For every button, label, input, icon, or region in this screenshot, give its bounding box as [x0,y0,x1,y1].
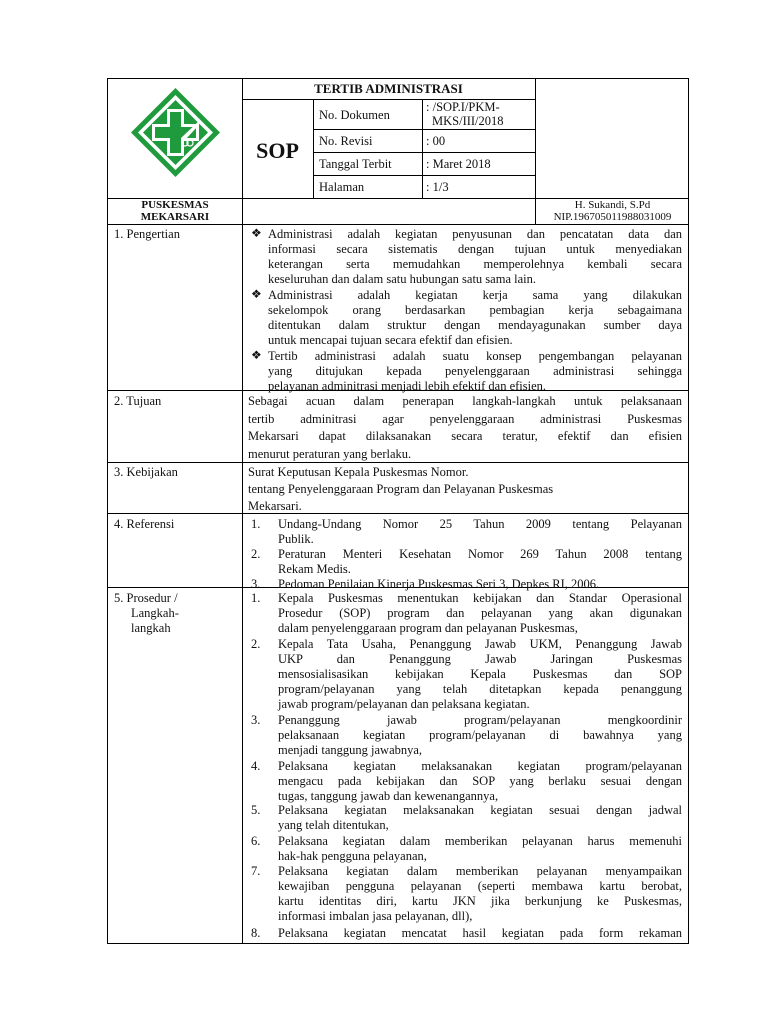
org-row-divider [108,224,689,225]
bullet-diamond-icon: ❖ [251,287,262,301]
prosedur-number: 4. [251,759,261,773]
section-label-prosedur: 5. Prosedur / [114,591,178,605]
prosedur-number: 2. [251,637,261,651]
prosedur-item-6: Pelaksana kegiatan dalam memberikan pelayanan harus memenuhi hak-hak pengguna pelayanan, [278,834,682,863]
field-value-no-dokumen-cont: MKS/III/2018 [432,114,504,128]
field-value-halaman: : 1/3 [426,180,449,194]
kebijakan-line-3: Mekarsari. [248,499,302,513]
section-label-prosedur-3: langkah [131,621,171,635]
pengertian-bullet-1: Administrasi adalah kegiatan penyusunan dan pencatatan data dan informasi secara sistematis dengan tujuan untuk menyediakan keterangan serta memudahkan memperolehnya kembali secara keseluruhan dan dalam satu hubungan satu sama lain. [268,227,682,286]
signer-nip: NIP.196705011988031009 [553,211,672,223]
body-vline [242,224,243,944]
field-label-halaman: Halaman [319,180,365,194]
field-value-no-revisi: : 00 [426,134,446,148]
referensi-number: 2. [251,547,261,561]
bullet-diamond-icon: ❖ [251,226,262,240]
prosedur-item-5: Pelaksana kegiatan melaksanakan kegiatan sesuai dengan jadwal yang telah ditentukan, [278,803,682,832]
field-value-no-dokumen: : /SOP.I/PKM- [426,100,500,114]
header-vline [313,99,314,198]
field-value-tanggal-terbit: : Maret 2018 [426,157,491,171]
pengertian-bullet-3: Tertib administrasi adalah suatu konsep pengembangan pelayanan yang ditujukan kepada penyelenggaraan administrasi sehingga pelayanan adminitrasi menjadi lebih efektif dan efisien. [268,349,682,393]
prosedur-number: 1. [251,591,261,605]
prosedur-item-8: Pelaksana kegiatan mencatat hasil kegiatan pada form rekaman [278,926,682,940]
field-label-no-revisi: No. Revisi [319,134,373,148]
org-name-line1: PUSKESMAS [141,199,209,211]
document-title: TERTIB ADMINISTRASI [314,81,463,96]
prosedur-item-3: Penanggung jawab program/pelayanan mengkoordinir pelaksanaan kegiatan program/pelayanan di bawahnya yang menjadi tanggung jawabnya, [278,713,682,757]
pengertian-bullet-2: Administrasi adalah kegiatan kerja sama yang dilakukan sekelompok orang berdasarkan pembagian kerja sebagaimana ditentukan dalam struktur dengan mendayagunakan sumber daya untuk mencapai tujuan secara efektif dan efisien. [268,288,682,347]
section-label-referensi: 4. Referensi [114,517,175,531]
bullet-diamond-icon: ❖ [251,348,262,362]
tujuan-text: Sebagai acuan dalam penerapan langkah-langkah untuk pelaksanaan tertib adminitrasi agar penyelenggaraan administrasi Puskesmas Mekarsari dapat dilaksanakan secara teratur, efektif dan efisien menurut peraturan yang berlaku. [248,394,682,461]
field-label-tanggal-terbit: Tanggal Terbit [319,157,392,171]
referensi-number: 1. [251,517,261,531]
prosedur-number: 8. [251,926,261,940]
referensi-number: 3. [251,577,261,591]
prosedur-item-2: Kepala Tata Usaha, Penanggung Jawab UKM, Penanggung Jawab UKP dan Penanggung Jawab Jaringan Puskesmas mensosialisasikan kebijakan Kepala Puskesmas dan SOP program/pelayanan yang telah ditetapkan kepada penanggung jawab program/pelayanan dan pelaksana kegiatan. [278,637,682,711]
prosedur-number: 3. [251,713,261,727]
puskesmas-logo [128,85,223,180]
prosedur-item-1: Kepala Puskesmas menentukan kebijakan dan Standar Operasional Prosedur (SOP) program dan pelayanan yang akan digunakan dalam penyelenggaraan program dan pelayanan Puskesmas, [278,591,682,635]
prosedur-number: 7. [251,864,261,878]
row-divider [108,513,689,514]
prosedur-item-4: Pelaksana kegiatan melaksanakan kegiatan program/pelayanan mengacu pada kebijakan dan SOP yang berlaku sesuai dengan tugas, tanggung jawab dan kewenangannya, [278,759,682,803]
header-vline [422,99,423,198]
referensi-item-3: Pedoman Penilaian Kinerja Puskesmas Seri 3, Depkes RI, 2006. [278,577,600,591]
prosedur-number: 5. [251,803,261,817]
section-label-prosedur-2: Langkah- [131,606,179,620]
section-label-pengertian: 1. Pengertian [114,227,180,241]
section-label-tujuan: 2. Tujuan [114,394,162,408]
referensi-item-2: Peraturan Menteri Kesehatan Nomor 269 Tahun 2008 tentang Rekam Medis. [278,547,682,576]
kebijakan-line-1: Surat Keputusan Kepala Puskesmas Nomor. [248,465,469,479]
prosedur-item-7: Pelaksana kegiatan dalam memberikan pelayanan menyampaikan kewajiban pengguna pelayanan (seperti membawa kartu berobat, kartu identitas diri, kartu JKN jika berkunjung ke Puskesmas, informasi imbalan jasa pelayanan, dll), [278,864,682,923]
field-label-no-dokumen: No. Dokumen [319,108,390,122]
section-label-kebijakan: 3. Kebijakan [114,465,178,479]
field-divider [313,129,535,130]
referensi-item-1: Undang-Undang Nomor 25 Tahun 2009 tentang Pelayanan Publik. [278,517,682,546]
field-divider [313,152,535,153]
org-name-line2: MEKARSARI [140,211,210,223]
prosedur-number: 6. [251,834,261,848]
signer-name: H. Sukandi, S.Pd [574,199,651,211]
kebijakan-line-2: tentang Penyelenggaraan Program dan Pelayanan Puskesmas [248,482,554,496]
sop-label: SOP [256,138,299,163]
sop-document [107,78,689,944]
field-divider [313,175,535,176]
